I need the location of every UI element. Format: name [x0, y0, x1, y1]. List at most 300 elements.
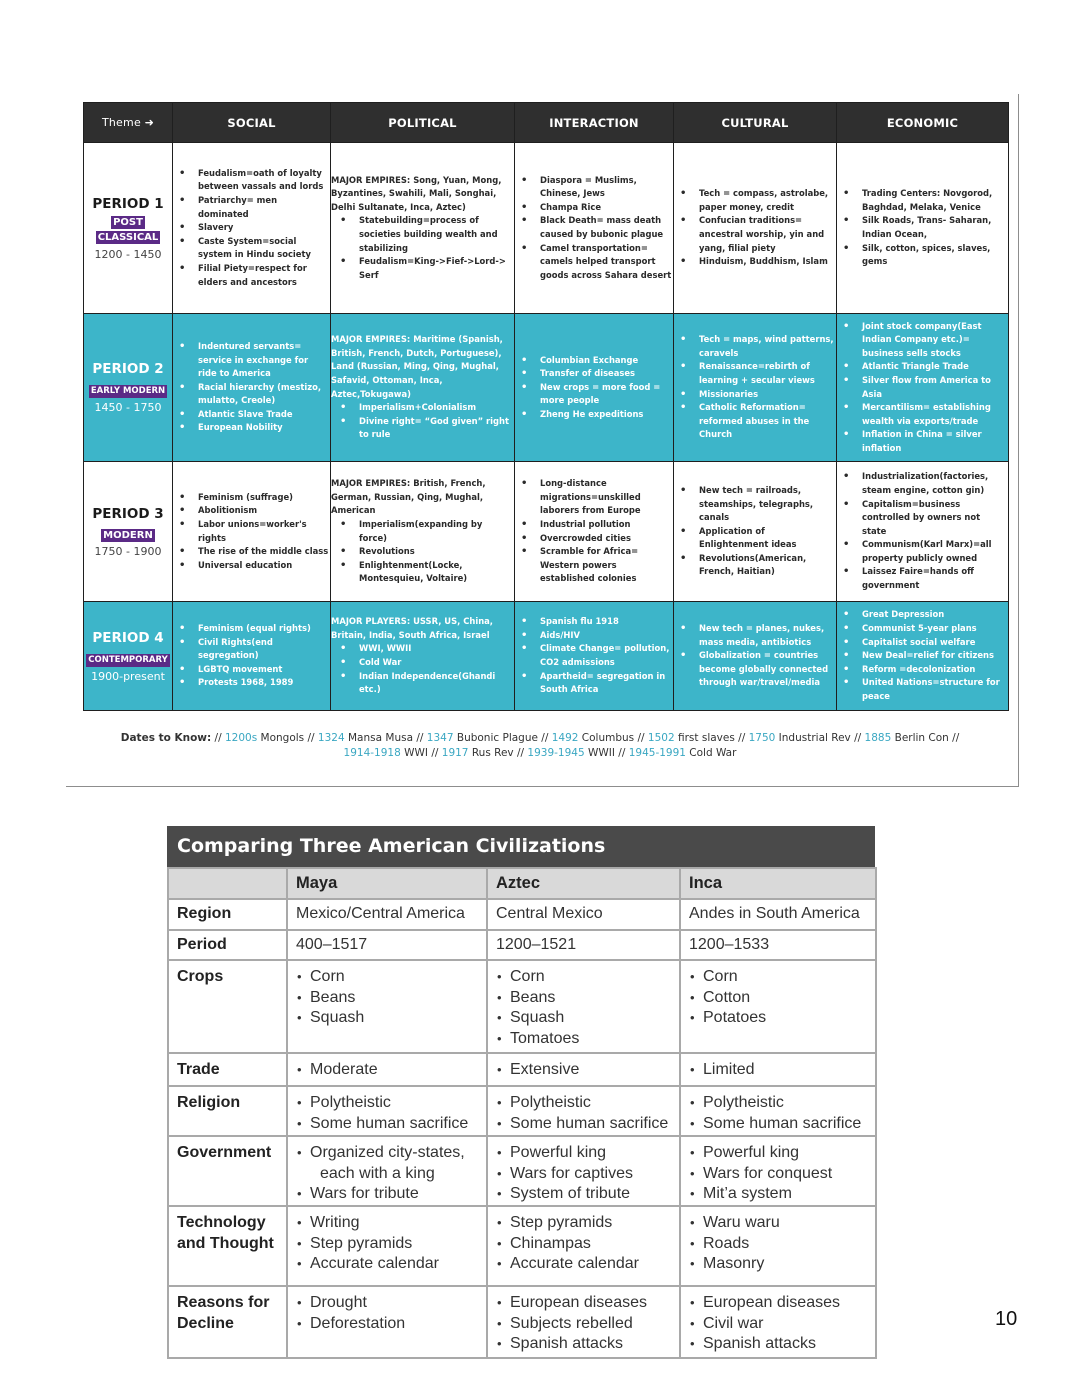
dates-line-1: Dates to Know: // 1200s Mongols // 1324 Mansa Musa // 1347 Bubonic Plague // 1492 Columbus // 1502 first slaves // 1750 Industrial Rev // 1885 Berlin Con //	[120, 732, 960, 744]
list-item: • Long-distance migrations=unskilled laborers from Europe	[518, 477, 672, 518]
list-item: • Enlightenment(Locke, Montesquieu, Voltaire)	[331, 559, 513, 586]
period-name: PERIOD 4	[92, 629, 164, 646]
list-item: • LGBTQ movement	[176, 663, 329, 677]
civ-list-item: • Limited	[689, 1060, 867, 1081]
civ-list-item: • Spanish attacks	[689, 1334, 867, 1355]
list-item: • Overcrowded cities	[518, 532, 672, 546]
list-item: • Inflation in China = silver inflation	[840, 428, 1007, 455]
civ-list-item: • Writing	[296, 1213, 478, 1234]
row-label-line: Decline	[177, 1314, 234, 1332]
list-item: • Cold War	[331, 656, 513, 670]
civilizations-title: Comparing Three American Civilizations	[167, 826, 875, 867]
date-year: 1945-1991	[628, 747, 686, 759]
row-label-line: and Thought	[177, 1234, 274, 1252]
list-item: • New tech = planes, nukes, mass media, antibiotics	[677, 622, 835, 649]
date-year: 1917	[441, 747, 469, 759]
list-item: • Joint stock company(East Indian Company etc.)= business sells stocks	[840, 320, 1007, 361]
civ-list-item	[296, 1143, 478, 1184]
economic-list	[840, 320, 1007, 456]
period-badge-word: POST	[113, 216, 143, 228]
civ-list-item: • Spanish attacks	[496, 1334, 671, 1355]
list-item: • Statebuilding=process of societies building wealth and stabilizing	[331, 214, 513, 255]
civ-cell	[680, 960, 876, 1053]
list-item: • Mercantilism= establishing wealth via exports/trade	[840, 401, 1007, 428]
list-item: • Champa Rice	[518, 201, 672, 215]
themes-by-period-table	[83, 102, 1009, 711]
civ-list-item: • Some human sacrifice	[496, 1114, 671, 1135]
list-item: • Aids/HIV	[518, 629, 672, 643]
interaction-cell	[515, 462, 674, 602]
economic-cell	[837, 314, 1009, 462]
economic-cell	[837, 143, 1009, 314]
cultural-cell	[674, 462, 837, 602]
civ-list-item: • Corn	[496, 967, 671, 988]
row-label	[168, 1136, 287, 1206]
political-intro: MAJOR EMPIRES: Song, Yuan, Mong, Byzantines, Swahili, Mali, Songhai, Delhi Sultanate, Inca, Aztec)	[331, 174, 502, 212]
civ-list-item: • Polytheistic	[296, 1093, 478, 1114]
cultural-cell	[674, 314, 837, 462]
page-divider-horizontal	[66, 786, 1019, 787]
list-item: • Feudalism=King->Fief->Lord-> Serf	[331, 255, 513, 282]
row-label	[168, 1206, 287, 1286]
list-item: • Atlantic Triangle Trade	[840, 360, 1007, 374]
list-item: • Labor unions=worker's rights	[176, 518, 329, 545]
inca-header: Inca	[680, 868, 876, 899]
world-history-table	[83, 102, 1008, 710]
civ-list-item: • Drought	[296, 1293, 478, 1314]
period-badge: EARLY MODERN	[90, 386, 166, 396]
list-item: • Tech = maps, wind patterns, caravels	[677, 333, 835, 360]
civ-list	[496, 1213, 671, 1275]
civ-list-item: • Accurate calendar	[496, 1254, 671, 1275]
list-item: • Renaissance=rebirth of learning + secular views	[677, 360, 835, 387]
civ-list-item: • Deforestation	[296, 1314, 478, 1335]
civ-list-item: • Wars for captives	[496, 1164, 671, 1185]
civ-cell	[680, 1136, 876, 1206]
list-item: • Laissez Faire=hands off government	[840, 565, 1007, 592]
period-badge-wrap	[84, 378, 172, 398]
dates-to-know	[0, 731, 1080, 761]
civ-cell: Mexico/Central America	[287, 899, 487, 930]
period-badge-wrap	[84, 647, 172, 667]
list-item: • Reform =decolonization	[840, 663, 1007, 677]
social-cell	[173, 314, 331, 462]
cultural-list	[677, 187, 835, 269]
row-label-line: Crops	[177, 968, 224, 985]
social-cell	[173, 462, 331, 602]
social-list	[176, 622, 329, 690]
list-item: • Silk, cotton, spices, slaves, gems	[840, 242, 1007, 269]
civ-list	[689, 1093, 867, 1134]
page-number: 10	[995, 1308, 1018, 1330]
civ-list-item: • Subjects rebelled	[496, 1314, 671, 1335]
row-label-line: Religion	[177, 1094, 241, 1111]
civ-list	[496, 1093, 671, 1134]
civ-list-item: • Moderate	[296, 1060, 478, 1081]
period-row-2	[84, 314, 1009, 462]
row-label	[168, 930, 287, 960]
list-item: • Trading Centers: Novgorod, Baghdad, Melaka, Venice	[840, 187, 1007, 214]
list-item: • European Nobility	[176, 421, 329, 435]
cultural-header: CULTURAL	[674, 103, 837, 143]
civ-list	[689, 1213, 867, 1275]
date-year: 1750	[748, 732, 776, 744]
civ-list-item: • Masonry	[689, 1254, 867, 1275]
civ-list	[689, 967, 867, 1029]
list-item: • Communism(Karl Marx)=all property publicly owned	[840, 538, 1007, 565]
period-name: PERIOD 2	[92, 361, 164, 377]
civ-list	[296, 1060, 478, 1081]
date-year: 1939-1945	[527, 747, 585, 759]
list-item: • Capitalism=business controlled by owners not state	[840, 498, 1007, 539]
date-year: 1200s	[224, 732, 258, 744]
list-item: • Catholic Reformation= reformed abuses in the Church	[677, 401, 835, 442]
header-row	[84, 103, 1009, 143]
civ-cell	[680, 1086, 876, 1136]
aztec-header: Aztec	[487, 868, 680, 899]
list-item: • Capitalist social welfare	[840, 636, 1007, 650]
list-item: • Black Death= mass death caused by bubonic plague	[518, 214, 672, 241]
list-item: • Civil Rights(end segregation)	[176, 636, 329, 663]
political-intro: MAJOR EMPIRES: Maritime (Spanish, British, French, Dutch, Portuguese), Land (Russian, Ming, Qing, Mughal, Safavid, Ottoman, Inca, Aztec,Tokugawa)	[331, 334, 503, 399]
political-list	[331, 401, 513, 442]
list-item: • Divine right= “God given” right to rule	[331, 415, 513, 442]
interaction-list	[518, 477, 672, 586]
period-dates: 1900-present	[91, 669, 165, 683]
list-item: • Tech = compass, astrolabe, paper money, credit	[677, 187, 835, 214]
civ-list-item: • Step pyramids	[296, 1234, 478, 1255]
period-dates: 1750 - 1900	[94, 544, 162, 558]
row-label	[168, 1086, 287, 1136]
list-item: • Revolutions	[331, 545, 513, 559]
maya-header: Maya	[287, 868, 487, 899]
list-item: • Application of Enlightenment ideas	[677, 525, 835, 552]
row-label-line: Region	[177, 905, 232, 923]
list-item: • The rise of the middle class	[176, 545, 329, 559]
civ-list	[296, 1143, 478, 1205]
civ-list-item: • Polytheistic	[689, 1093, 867, 1114]
civ-list	[496, 1143, 671, 1205]
civ-cell	[487, 1053, 680, 1086]
civ-row-religion	[168, 1086, 876, 1136]
interaction-list	[518, 615, 672, 697]
civ-list	[496, 1293, 671, 1355]
civ-list	[689, 1143, 867, 1205]
civ-cell	[680, 1206, 876, 1286]
political-cell	[331, 143, 515, 314]
list-item: • Industrialization(factories, steam engine, cotton gin)	[840, 470, 1007, 497]
civilizations-table	[167, 867, 877, 1359]
list-item: • Slavery	[176, 221, 329, 235]
civ-list-item: • Some human sacrifice	[296, 1114, 478, 1135]
civ-list	[689, 1293, 867, 1355]
civ-list-item: • Beans	[496, 988, 671, 1009]
row-label	[168, 1053, 287, 1086]
civ-cell	[487, 1206, 680, 1286]
date-year: 1492	[551, 732, 579, 744]
list-item: • Globalization = countries become globally connected through war/travel/media	[677, 649, 835, 690]
civ-row-technology	[168, 1206, 876, 1286]
civ-list-item: • Potatoes	[689, 1008, 867, 1029]
list-item: • Hinduism, Buddhism, Islam	[677, 255, 835, 269]
civ-cell	[287, 1206, 487, 1286]
civilizations-header-row	[168, 868, 876, 899]
date-event: first slaves	[678, 732, 735, 744]
civ-list	[689, 1060, 867, 1081]
date-event: Bubonic Plague	[456, 732, 538, 744]
civ-cell	[680, 1286, 876, 1358]
period-dates: 1450 - 1750	[94, 401, 162, 414]
cultural-cell	[674, 143, 837, 314]
civ-list	[496, 967, 671, 1049]
date-event: Rus Rev	[471, 747, 514, 759]
period-dates: 1200 - 1450	[94, 247, 162, 261]
period-badge	[95, 215, 161, 245]
list-item: • Zheng He expeditions	[518, 408, 672, 422]
social-cell	[173, 143, 331, 314]
interaction-cell	[515, 143, 674, 314]
row-label-line: Government	[177, 1144, 272, 1161]
list-item: • Racial hierarchy (mestizo, mulatto, Creole)	[176, 381, 329, 408]
date-event: Cold War	[689, 747, 737, 759]
social-list	[176, 491, 329, 573]
political-cell	[331, 314, 515, 462]
page-divider-vertical	[1018, 94, 1019, 786]
row-label	[168, 1286, 287, 1358]
civ-list-item: • Wars for tribute	[296, 1184, 478, 1205]
list-item: • Climate Change= pollution, CO2 admissions	[518, 642, 672, 669]
list-item: • Columbian Exchange	[518, 354, 672, 368]
civ-list-item: • Corn	[689, 967, 867, 988]
civ-cell	[287, 1286, 487, 1358]
list-item: • Indentured servants= service in exchange for ride to America	[176, 340, 329, 381]
period-row-1	[84, 143, 1009, 314]
period-row-3	[84, 462, 1009, 602]
civ-list-item: • Chinampas	[496, 1234, 671, 1255]
civ-item-line: each with a king	[320, 1164, 435, 1182]
period-name: PERIOD 1	[92, 195, 164, 212]
list-item: • Silk Roads, Trans- Saharan, Indian Ocean,	[840, 214, 1007, 241]
list-item: • Scramble for Africa= Western powers established colonies	[518, 545, 672, 586]
civ-cell	[487, 1136, 680, 1206]
period-cell	[84, 462, 173, 602]
period-badge-word: CLASSICAL	[97, 231, 159, 243]
civ-row-reasons-for	[168, 1286, 876, 1358]
period-badge: MODERN	[103, 529, 153, 541]
period-cell	[84, 143, 173, 314]
civ-cell	[487, 1086, 680, 1136]
economic-list	[840, 187, 1007, 269]
civ-row-government	[168, 1136, 876, 1206]
date-year: 1347	[426, 732, 454, 744]
cultural-list	[677, 622, 835, 690]
civ-cell	[287, 1086, 487, 1136]
civ-row-trade	[168, 1053, 876, 1086]
civ-list-item: • Squash	[296, 1008, 478, 1029]
list-item: • Spanish flu 1918	[518, 615, 672, 629]
civ-list-item: • Civil war	[689, 1314, 867, 1335]
theme-header: Theme ➜	[84, 103, 173, 143]
interaction-cell	[515, 602, 674, 711]
interaction-list	[518, 354, 672, 422]
cultural-list	[677, 484, 835, 579]
interaction-header: INTERACTION	[515, 103, 674, 143]
civ-row-region	[168, 899, 876, 930]
list-item: • Atlantic Slave Trade	[176, 408, 329, 422]
political-intro: MAJOR EMPIRES: British, French, German, Russian, Qing, Mughal, American	[331, 478, 486, 516]
economic-list	[840, 470, 1007, 592]
civ-list-item: • Mit’a system	[689, 1184, 867, 1205]
date-year: 1914-1918	[343, 747, 401, 759]
date-year: 1502	[647, 732, 675, 744]
list-item: • United Nations=structure for peace	[840, 676, 1007, 703]
civ-list	[496, 1060, 671, 1081]
list-item: • Filial Piety=respect for elders and ancestors	[176, 262, 329, 289]
economic-list	[840, 608, 1007, 703]
political-intro: MAJOR PLAYERS: USSR, US, China, Britain, India, South Africa, Israel	[331, 616, 493, 640]
date-year: 1324	[317, 732, 345, 744]
civ-item-line: • Organized city-states,	[310, 1144, 465, 1161]
list-item: • New crops = more food = more people	[518, 381, 672, 408]
civ-list-item: • Powerful king	[496, 1143, 671, 1164]
civ-row-crops	[168, 960, 876, 1053]
date-event: Berlin Con	[894, 732, 949, 744]
list-item: • WWI, WWII	[331, 642, 513, 656]
list-item: • Indian Independence(Ghandi etc.)	[331, 670, 513, 697]
row-label	[168, 960, 287, 1053]
list-item: • Communist 5-year plans	[840, 622, 1007, 636]
civ-cell: 1200–1521	[487, 930, 680, 960]
list-item: • Great Depression	[840, 608, 1007, 622]
civ-cell: 400–1517	[287, 930, 487, 960]
civ-list-item: • Roads	[689, 1234, 867, 1255]
date-event: WWI	[404, 747, 428, 759]
list-item: • Missionaries	[677, 388, 835, 402]
political-cell	[331, 462, 515, 602]
list-item: • Universal education	[176, 559, 329, 573]
list-item: • Imperialism(expanding by force)	[331, 518, 513, 545]
date-event: WWII	[587, 747, 615, 759]
civ-list-item: • Extensive	[496, 1060, 671, 1081]
list-item: • Industrial pollution	[518, 518, 672, 532]
civ-cell	[287, 1136, 487, 1206]
social-list	[176, 167, 329, 289]
civ-list-item: • Corn	[296, 967, 478, 988]
social-cell	[173, 602, 331, 711]
list-item: • Silver flow from America to Asia	[840, 374, 1007, 401]
date-event: Columbus	[581, 732, 635, 744]
civ-list-item: • Cotton	[689, 988, 867, 1009]
list-item: • New Deal=relief for citizens	[840, 649, 1007, 663]
civ-list-item: • European diseases	[689, 1293, 867, 1314]
period-cell	[84, 314, 173, 462]
civ-list-item: • Accurate calendar	[296, 1254, 478, 1275]
civ-cell: Andes in South America	[680, 899, 876, 930]
list-item: • Diaspora = Muslims, Chinese, Jews	[518, 174, 672, 201]
civ-list-item: • Powerful king	[689, 1143, 867, 1164]
social-header: SOCIAL	[173, 103, 331, 143]
economic-header: ECONOMIC	[837, 103, 1009, 143]
period-badge-wrap	[84, 213, 172, 245]
date-year: 1885	[864, 732, 892, 744]
dates-label: Dates to Know:	[120, 732, 212, 744]
period-badge: CONTEMPORARY	[88, 654, 168, 665]
corner-cell	[168, 868, 287, 899]
civ-list-item: • Waru waru	[689, 1213, 867, 1234]
civ-cell	[287, 1053, 487, 1086]
list-item: • Abolitionism	[176, 504, 329, 518]
civ-cell: 1200–1533	[680, 930, 876, 960]
date-event: Industrial Rev	[778, 732, 851, 744]
row-label-line: Period	[177, 935, 227, 953]
list-item: • Feminism (equal rights)	[176, 622, 329, 636]
civ-cell	[487, 960, 680, 1053]
social-list	[176, 340, 329, 435]
civ-list-item: • Step pyramids	[496, 1213, 671, 1234]
civ-list	[296, 967, 478, 1029]
economic-cell	[837, 462, 1009, 602]
row-label-line: Trade	[177, 1061, 220, 1078]
cultural-cell	[674, 602, 837, 711]
civ-list-item: • Squash	[496, 1008, 671, 1029]
political-list	[331, 642, 513, 696]
political-header: POLITICAL	[331, 103, 515, 143]
list-item: • Transfer of diseases	[518, 367, 672, 381]
date-event: Mongols	[260, 732, 305, 744]
list-item: • Apartheid= segregation in South Africa	[518, 670, 672, 697]
civ-list-item: • European diseases	[496, 1293, 671, 1314]
list-item: • Patriarchy= men dominated	[176, 194, 329, 221]
civ-cell: Central Mexico	[487, 899, 680, 930]
civ-cell	[287, 960, 487, 1053]
row-label-line: Technology	[177, 1214, 266, 1231]
period-name: PERIOD 3	[92, 505, 164, 522]
period-badge-wrap	[84, 523, 172, 542]
civ-list-item: • Tomatoes	[496, 1029, 671, 1050]
period-row-4	[84, 602, 1009, 711]
interaction-cell	[515, 314, 674, 462]
civ-row-period	[168, 930, 876, 960]
date-event: Mansa Musa	[348, 732, 414, 744]
list-item: • Confucian traditions= ancestral worship, yin and yang, filial piety	[677, 214, 835, 255]
row-label-line: Reasons for	[177, 1294, 270, 1311]
interaction-list	[518, 174, 672, 283]
political-list	[331, 518, 513, 586]
civ-list-item: • Wars for conquest	[689, 1164, 867, 1185]
civ-list-item: • Beans	[296, 988, 478, 1009]
civ-list-item: • Polytheistic	[496, 1093, 671, 1114]
civ-cell	[680, 1053, 876, 1086]
political-cell	[331, 602, 515, 711]
list-item: • New tech = railroads, steamships, telegraphs, canals	[677, 484, 835, 525]
row-label	[168, 899, 287, 930]
economic-cell	[837, 602, 1009, 711]
cultural-list	[677, 333, 835, 442]
list-item: • Feminism (suffrage)	[176, 491, 329, 505]
civ-list	[296, 1213, 478, 1275]
list-item: • Revolutions(American, French, Haitian)	[677, 552, 835, 579]
civ-list	[296, 1293, 478, 1334]
political-list	[331, 214, 513, 282]
dates-line-2: 1914-1918 WWI // 1917 Rus Rev // 1939-1945 WWII // 1945-1991 Cold War	[343, 747, 737, 759]
list-item: • Caste System=social system in Hindu society	[176, 235, 329, 262]
period-cell	[84, 602, 173, 711]
civ-cell	[487, 1286, 680, 1358]
list-item: • Feudalism=oath of loyalty between vassals and lords	[176, 167, 329, 194]
list-item: • Imperialism+Colonialism	[331, 401, 513, 415]
list-item: • Camel transportation= camels helped transport goods across Sahara desert	[518, 242, 672, 283]
list-item: • Protests 1968, 1989	[176, 676, 329, 690]
